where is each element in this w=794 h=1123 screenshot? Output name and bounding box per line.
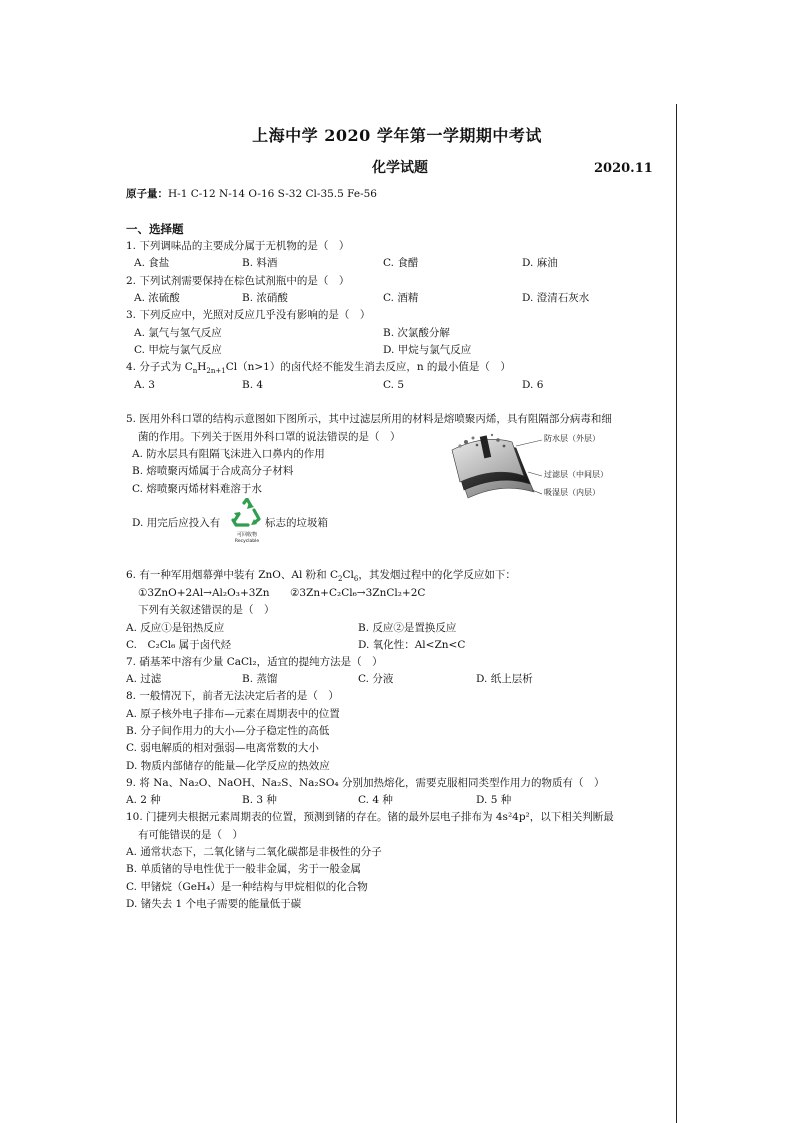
section-heading: 一、选择题	[126, 222, 184, 236]
q3-option-a: A. 氯气与氢气反应	[134, 327, 222, 339]
atomic-mass-line	[126, 188, 377, 201]
q4-option-d: D. 6	[522, 379, 544, 391]
mask-layer-inner-label: 吸湿层（内层）	[544, 488, 600, 497]
q5-option-d-suffix: 标志的垃圾箱	[265, 517, 328, 529]
q5-stem-line1: 5. 医用外科口罩的结构示意图如下图所示，其中过滤层所用的材料是熔喷聚丙烯，具有阻隔部分病毒和细	[126, 413, 612, 425]
q8-option-c: C. 弱电解质的相对强弱—电离常数的大小	[126, 742, 319, 754]
q8-option-a: A. 原子核外电子排布—元素在周期表中的位置	[126, 708, 340, 720]
q1-option-b: B. 料酒	[242, 257, 278, 269]
q5-option-a: A. 防水层具有阻隔飞沫进入口鼻内的作用	[132, 448, 325, 460]
q10-option-a: A. 通常状态下，二氧化锗与二氧化碳都是非极性的分子	[126, 846, 382, 858]
q6-reaction-1: ①3ZnO+2Al→Al₂O₃+3Zn	[138, 587, 270, 599]
q10-option-b: B. 单质锗的导电性优于一般非金属，劣于一般金属	[126, 863, 361, 875]
q3-option-c: C. 甲烷与氯气反应	[134, 344, 222, 356]
margin-rule	[676, 104, 677, 1123]
q7-option-c: C. 分液	[358, 673, 394, 685]
q3-stem: 3. 下列反应中，光照对反应几乎没有影响的是（ ）	[126, 309, 371, 321]
exam-date: 2020.11	[594, 161, 653, 176]
recycle-label-cn: 可回收物	[236, 531, 257, 538]
q6-stem-sub: 2	[338, 575, 343, 584]
q6-stem-part: ，其发烟过程中的化学反应如下：	[358, 569, 516, 581]
q10-option-c: C. 甲锗烷（GeH₄）是一种结构与甲烷相似的化合物	[126, 881, 368, 893]
q4-stem-part: H	[197, 361, 207, 373]
q7-stem: 7. 硝基苯中溶有少量 CaCl₂，适宜的提纯方法是（ ）	[126, 656, 383, 668]
q6-stem-part: Cl	[342, 569, 354, 581]
q1-option-a: A. 食盐	[134, 257, 170, 269]
q4-stem	[126, 361, 511, 376]
q2-option-c: C. 酒精	[383, 292, 419, 304]
q6-stem	[126, 569, 516, 584]
mask-layer-middle-label: 过滤层（中间层）	[544, 470, 608, 479]
q9-option-c: C. 4 种	[358, 794, 393, 806]
q4-option-c: C. 5	[383, 379, 405, 391]
q6-stem-part: 6. 有一种军用烟幕弹中装有 ZnO、Al 粉和 C	[126, 569, 339, 581]
atomic-mass-label: 原子量：	[126, 188, 168, 200]
q9-option-a: A. 2 种	[126, 794, 161, 806]
q7-option-a: A. 过滤	[126, 673, 162, 685]
q6-reaction-2: ②3Zn+C₂Cl₆→3ZnCl₂+2C	[290, 587, 426, 599]
q8-option-d: D. 物质内部储存的能量—化学反应的热效应	[126, 760, 330, 772]
q7-option-b: B. 蒸馏	[242, 673, 278, 685]
q8-option-b: B. 分子间作用力的大小—分子稳定性的高低	[126, 725, 330, 737]
atomic-mass-values: H-1 C-12 N-14 O-16 S-32 Cl-35.5 Fe-56	[168, 188, 377, 200]
q4-option-b: B. 4	[242, 379, 264, 391]
q9-option-d: D. 5 种	[476, 794, 512, 806]
exam-title: 上海中学 2020 学年第一学期期中考试	[252, 126, 542, 145]
q2-option-a: A. 浓硫酸	[134, 292, 180, 304]
q10-option-d: D. 锗失去 1 个电子需要的能量低于碳	[126, 898, 302, 910]
q5-option-b: B. 熔喷聚丙烯属于合成高分子材料	[132, 465, 294, 477]
q4-stem-part: Cl（n>1）的卤代烃不能发生消去反应，n 的最小值是（ ）	[225, 361, 511, 373]
q5-stem-line2: 菌的作用。下列关于医用外科口罩的说法错误的是（ ）	[138, 431, 401, 443]
q6-option-b: B. 反应②是置换反应	[358, 622, 457, 634]
q8-stem: 8. 一般情况下，前者无法决定后者的是（ ）	[126, 690, 339, 702]
q10-stem-line1: 10. 门捷列夫根据元素周期表的位置，预测到锗的存在。锗的最外层电子排布为 4s²4p²，以下相关判断最	[126, 811, 614, 823]
recycle-symbol-graphic	[230, 498, 264, 528]
mask-layers-graphic	[446, 432, 542, 507]
q1-option-d: D. 麻油	[522, 257, 558, 269]
q4-stem-part: 4. 分子式为 C	[126, 361, 193, 373]
q1-option-c: C. 食醋	[383, 257, 419, 269]
q3-option-b: B. 次氯酸分解	[383, 327, 450, 339]
q6-option-d: D. 氧化性：Al<Zn<C	[358, 639, 466, 651]
q2-option-d: D. 澄清石灰水	[522, 292, 590, 304]
mask-layer-outer-label: 防水层（外层）	[544, 434, 600, 443]
q2-stem: 2. 下列试剂需要保持在棕色试剂瓶中的是（ ）	[126, 275, 350, 287]
q4-option-a: A. 3	[134, 379, 155, 391]
mask-structure-diagram	[446, 432, 616, 507]
q6-option-c: C. C₂Cl₆ 属于卤代烃	[126, 639, 232, 651]
q6-stem-sub: 6	[353, 575, 359, 584]
q5-option-d-prefix: D. 用完后应投入有	[132, 517, 221, 529]
q5-option-c: C. 熔喷聚丙烯材料难溶于水	[132, 483, 262, 495]
q10-stem-line2: 有可能错误的是（ ）	[138, 829, 243, 841]
q9-stem: 9. 将 Na、Na₂O、NaOH、Na₂S、Na₂SO₄ 分别加热熔化，需要克服相同类型作用力的物质有（ ）	[126, 777, 605, 789]
q4-stem-sub: n	[192, 367, 198, 376]
q9-option-b: B. 3 种	[242, 794, 277, 806]
exam-subtitle: 化学试题	[372, 160, 428, 176]
q4-stem-sub: 2n+1	[206, 367, 226, 376]
recycle-label-en: Recyclable	[234, 538, 260, 544]
q6-stem-line2: 下列有关叙述错误的是（ ）	[138, 604, 275, 616]
recycle-icon	[230, 498, 264, 544]
q7-option-d: D. 纸上层析	[476, 673, 533, 685]
q6-option-a: A. 反应①是铝热反应	[126, 622, 225, 634]
q3-option-d: D. 甲烷与氯气反应	[383, 344, 472, 356]
q2-option-b: B. 浓硝酸	[242, 292, 288, 304]
q1-stem: 1. 下列调味品的主要成分属于无机物的是（ ）	[126, 240, 350, 252]
